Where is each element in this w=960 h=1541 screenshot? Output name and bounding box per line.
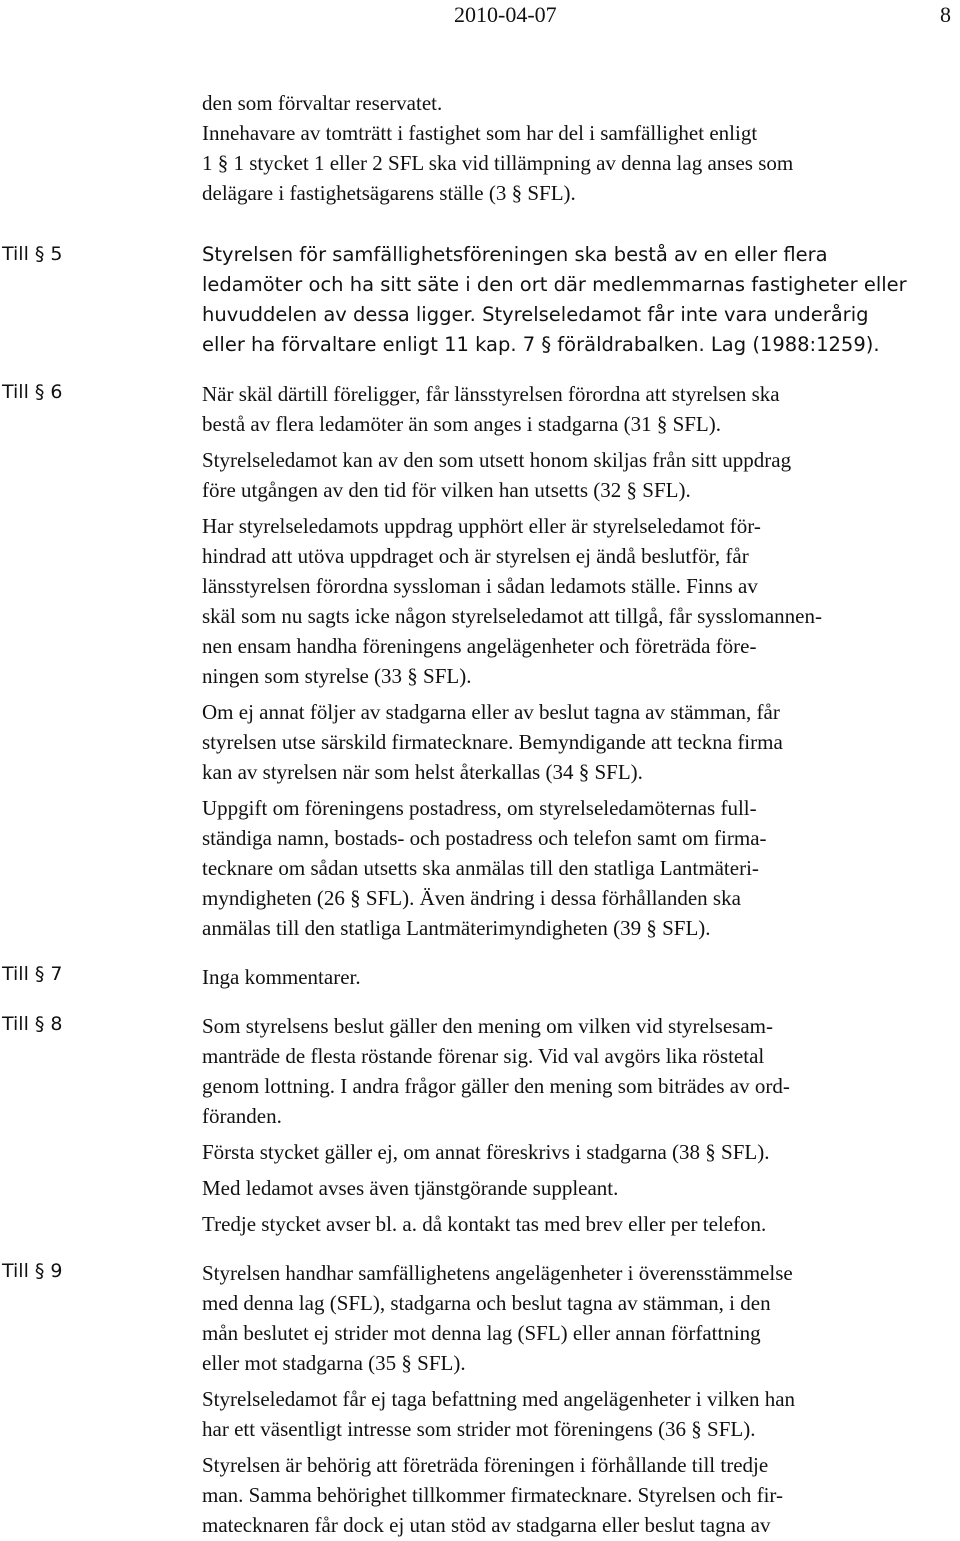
label-till-9: Till § 9 [2, 1260, 63, 1282]
section-6-paragraph-1: När skäl därtill föreligger, får länsstyrelsen förordna att styrelsen ska bestå av flera ledamöter än som anges i stadgarna (31 § SFL). [202, 382, 780, 436]
section-5-text: Styrelsen för samfällighetsföreningen ska bestå av en eller flera ledamöter och ha sitt säte i den ort där medlemmarnas fastigheter eller huvuddelen av dessa ligger. Styrelseledamot får inte vara underårig eller ha förvaltare enligt 11 kap. 7 § föräldrabalken. Lag (1988:1259). [202, 243, 907, 356]
section-8-paragraph-1: Som styrelsens beslut gäller den mening om vilken vid styrelsesam- manträde de flesta röstande förenar sig. Vid val avgörs lika röstetal genom lottning. I andra frågor gäller den mening som biträdes av ord- föranden. [202, 1014, 790, 1128]
section-5 [202, 240, 960, 360]
intro-paragraph-1: den som förvaltar reservatet. [202, 91, 443, 115]
label-till-8: Till § 8 [2, 1013, 63, 1035]
section-6-paragraph-4: Om ej annat följer av stadgarna eller av beslut tagna av stämman, får styrelsen utse särskild firmatecknare. Bemyndigande att teckna firma kan av styrelsen när som helst återkallas (34 § SFL). [202, 700, 783, 784]
section-9-paragraph-1: Styrelsen handhar samfällighetens angelägenheter i överensstämmelse med denna lag (SFL), stadgarna och beslut tagna av stämman, i den mån beslutet ej strider mot denna lag (SFL) eller annan författning eller mot stadgarna (35 § SFL). [202, 1261, 793, 1375]
section-7 [202, 962, 960, 992]
intro-section [202, 88, 960, 208]
page-number: 8 [940, 2, 951, 27]
label-till-5: Till § 5 [2, 243, 63, 265]
header-date: 2010-04-07 [454, 2, 557, 27]
section-6-paragraph-2: Styrelseledamot kan av den som utsett honom skiljas från sitt uppdrag före utgången av den tid för vilken han utsetts (32 § SFL). [202, 448, 792, 502]
section-7-text: Inga kommentarer. [202, 965, 361, 989]
section-8-paragraph-3: Med ledamot avses även tjänstgörande suppleant. [202, 1176, 619, 1200]
section-9-paragraph-3: Styrelsen är behörig att företräda föreningen i förhållande till tredje man. Samma behörighet tillkommer firmatecknare. Styrelsen och fir- matecknaren får dock ej utan stöd av stadgarna eller beslut tagna av [202, 1453, 783, 1537]
section-9-paragraph-2: Styrelseledamot får ej taga befattning med angelägenheter i vilken han har ett väsentligt intresse som strider mot föreningens (36 § SFL). [202, 1387, 796, 1441]
section-8-paragraph-4: Tredje stycket avser bl. a. då kontakt tas med brev eller per telefon. [202, 1212, 767, 1236]
intro-paragraph-2: Innehavare av tomträtt i fastighet som har del i samfällighet enligt 1 § 1 stycket 1 eller 2 SFL ska vid tillämpning av denna lag anses som delägare i fastighetsägarens ställe (3 § SFL). [202, 121, 794, 205]
section-8 [202, 1011, 960, 1239]
label-till-6: Till § 6 [2, 381, 63, 403]
section-8-paragraph-2: Första stycket gäller ej, om annat föreskrivs i stadgarna (38 § SFL). [202, 1140, 770, 1164]
section-6-paragraph-5: Uppgift om föreningens postadress, om styrelseledamöternas full- ständiga namn, bostads- och postadress och telefon samt om firma- tecknare om sådan utsetts ska anmälas till den statliga Lantmäteri- myndigheten (26 § SFL). Även ändring i dessa förhållanden ska anmälas till den statliga Lantmäterimyndigheten (39 § SFL). [202, 796, 767, 940]
section-9 [202, 1258, 960, 1540]
section-6-paragraph-3: Har styrelseledamots uppdrag upphört eller är styrelseledamot för- hindrad att utöva uppdraget och är styrelsen ej ändå beslutför, får länsstyrelsen förordna syssloman i sådan ledamots ställe. Finns av skäl som nu sagts icke någon styrelseledamot att tillgå, får sysslomannen- nen ensam handha föreningens angelägenheter och företräda före- ningen som styrelse (33 § SFL). [202, 514, 822, 688]
label-till-7: Till § 7 [2, 963, 63, 985]
section-6 [202, 379, 960, 943]
